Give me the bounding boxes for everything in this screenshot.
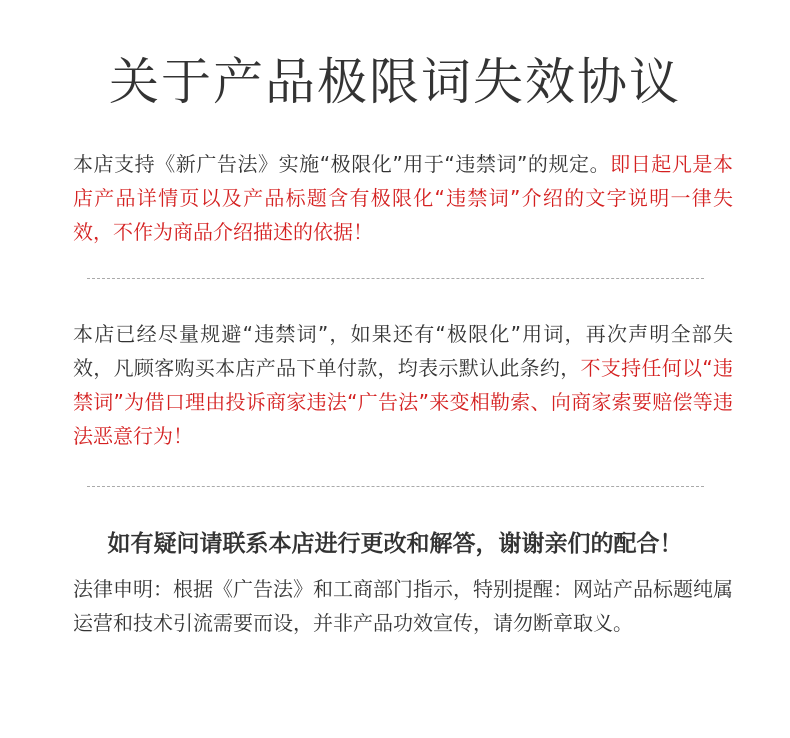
- contact-thanks-heading: 如有疑问请联系本店进行更改和解答，谢谢亲们的配合！: [107, 531, 683, 557]
- notice-paragraph-1-text: 本店支持《新广告法》实施“极限化”用于“违禁词”的规定。: [73, 152, 611, 176]
- notice-paragraph-2-text: 本店已经尽量规避“违禁词”，如果还有“极限化”用词，再次声明全部失效，凡顾客购买本店产品下单付款，均表示默认此条约，: [73, 322, 733, 380]
- notice-paragraph-1-highlight: 即日起凡是本店产品详情页以及产品标题含有极限化“违禁词”介绍的文字说明一律失效，不作为商品介绍描述的依据！: [73, 152, 733, 244]
- page-title: 关于产品极限词失效协议: [109, 53, 681, 111]
- dashed-divider-2: [87, 486, 704, 487]
- notice-paragraph-2: [73, 317, 733, 453]
- notice-paragraph-2-highlight: 不支持任何以“违禁词”为借口理由投诉商家违法“广告法”来变相勒索、向商家索要赔偿等违法恶意行为！: [73, 356, 733, 448]
- notice-paragraph-1: [73, 147, 733, 249]
- dashed-divider-1: [87, 278, 704, 279]
- legal-statement: 法律申明：根据《广告法》和工商部门指示，特别提醒：网站产品标题纯属运营和技术引流需要而设，并非产品功效宣传，请勿断章取义。: [73, 577, 733, 635]
